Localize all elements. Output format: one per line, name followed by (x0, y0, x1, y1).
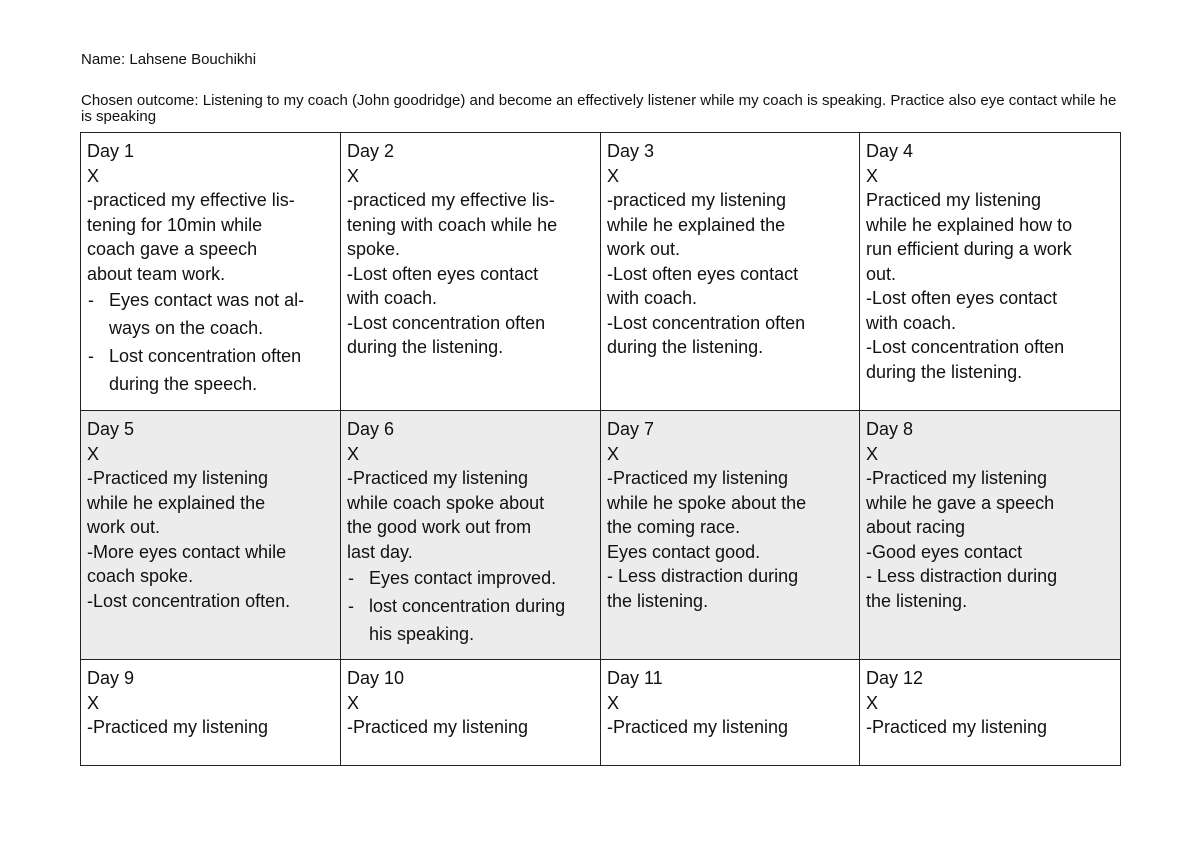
note-line: Practiced my listening (866, 190, 1042, 210)
note-line: with coach. (347, 288, 438, 308)
day-mark: X (87, 165, 100, 186)
note-line: the good work out from (347, 517, 532, 537)
note-line: -Lost concentration often. (87, 590, 291, 611)
note-line: -Practiced my listening (607, 717, 789, 737)
bullet-line: during the speech. (109, 374, 258, 394)
daily-log-table (80, 132, 1121, 766)
day-cell (860, 660, 1121, 766)
day-mark: X (607, 165, 620, 186)
student-name: Name: Lahsene Bouchikhi (81, 51, 257, 68)
note-line: -Practiced my listening (866, 468, 1048, 488)
note-line: the coming race. (607, 517, 741, 537)
note-line: -practiced my effective lis- (87, 190, 295, 210)
day-cell (601, 660, 860, 766)
note-line: while he gave a speech (866, 492, 1055, 513)
bullet-line: Eyes contact was not al- (109, 290, 305, 310)
note-line: during the listening. (607, 337, 764, 357)
day-cell (341, 133, 601, 411)
day-mark: X (87, 692, 100, 713)
day-mark: X (347, 692, 360, 713)
note-line: -Practiced my listening (607, 468, 789, 488)
day-title: Day 7 (607, 419, 655, 439)
day-cell (341, 411, 601, 660)
day-mark: X (347, 443, 360, 464)
bullet-item (347, 564, 594, 592)
note-line: -Lost concentration often (607, 312, 806, 333)
day-title: Day 5 (87, 419, 135, 439)
note-line: tening for 10min while (87, 214, 263, 235)
note-line: the listening. (866, 590, 968, 611)
bullet-dash: - (88, 346, 94, 366)
note-line: while he explained the (607, 214, 786, 235)
note-line: during the listening. (347, 337, 504, 357)
note-line: tening with coach while he (347, 214, 558, 235)
bullet-line: lost concentration during (369, 596, 566, 616)
table-row (81, 660, 1121, 766)
note-line: -Practiced my listening (866, 717, 1048, 737)
note-line: with coach. (607, 288, 698, 308)
day-title: Day 10 (347, 668, 405, 688)
chosen-outcome: Chosen outcome: Listening to my coach (John goodridge) and become an effectively listener while my coach is speaking. Practice also eye contact while he is speaking (81, 92, 1117, 125)
note-line: about racing (866, 517, 966, 537)
note-line: -Lost often eyes contact (607, 263, 799, 284)
day-mark: X (866, 692, 879, 713)
note-line: -practiced my effective lis- (347, 190, 555, 210)
bullet-dash: - (348, 596, 354, 616)
note-line: -Practiced my listening (347, 468, 529, 488)
note-line: about team work. (87, 263, 226, 284)
day-title: Day 11 (607, 668, 663, 688)
note-line: -Lost often eyes contact (866, 288, 1058, 308)
note-line: -Good eyes contact (866, 541, 1023, 562)
note-line: -Lost concentration often (866, 337, 1065, 357)
day-cell (860, 411, 1121, 660)
bullet-line: Eyes contact improved. (369, 568, 557, 588)
bullet-line: Lost concentration often (109, 346, 302, 366)
bullet-item (87, 342, 334, 398)
note-line: while coach spoke about (347, 492, 545, 513)
note-line: while he explained how to (866, 214, 1073, 235)
table-row (81, 411, 1121, 660)
day-mark: X (866, 443, 879, 464)
note-line: -Lost often eyes contact (347, 263, 539, 284)
note-line: with coach. (866, 312, 957, 333)
day-mark: X (607, 443, 620, 464)
note-line: -Practiced my listening (87, 717, 269, 737)
note-line: out. (866, 263, 897, 284)
note-line: work out. (87, 517, 161, 537)
note-line: last day. (347, 541, 413, 562)
day-title: Day 3 (607, 141, 655, 161)
day-mark: X (347, 165, 360, 186)
day-title: Day 12 (866, 668, 924, 688)
note-line: - Less distraction during (866, 566, 1058, 586)
note-line: spoke. (347, 239, 401, 259)
bullet-item (87, 286, 334, 342)
day-mark: X (87, 443, 100, 464)
note-line: -Practiced my listening (87, 468, 269, 488)
note-line: coach gave a speech (87, 239, 258, 259)
day-title: Day 9 (87, 668, 135, 688)
note-line: -practiced my listening (607, 190, 787, 210)
note-line: the listening. (607, 590, 709, 611)
day-cell (341, 660, 601, 766)
note-line: during the listening. (866, 361, 1023, 382)
bullet-line: ways on the coach. (109, 318, 264, 338)
day-cell (601, 411, 860, 660)
note-line: run efficient during a work (866, 239, 1072, 259)
day-mark: X (607, 692, 620, 713)
note-line: - Less distraction during (607, 566, 799, 586)
daily-log-body (81, 133, 1121, 766)
bullet-dash: - (88, 290, 94, 310)
bullet-line: his speaking. (369, 624, 475, 644)
bullet-item (347, 592, 594, 648)
day-cell (81, 411, 341, 660)
table-row (81, 133, 1121, 411)
day-mark: X (866, 165, 879, 186)
note-line: coach spoke. (87, 566, 194, 586)
note-line: -Practiced my listening (347, 717, 529, 737)
bullet-dash: - (348, 568, 354, 588)
note-line: while he explained the (87, 492, 266, 513)
day-cell (81, 133, 341, 411)
day-title: Day 4 (866, 141, 914, 161)
day-title: Day 6 (347, 419, 395, 439)
day-title: Day 2 (347, 141, 395, 161)
note-line: -Lost concentration often (347, 312, 546, 333)
day-title: Day 8 (866, 419, 914, 439)
note-line: Eyes contact good. (607, 541, 761, 562)
day-cell (601, 133, 860, 411)
day-cell (81, 660, 341, 766)
day-cell (860, 133, 1121, 411)
note-line: while he spoke about the (607, 492, 807, 513)
note-line: work out. (607, 239, 681, 259)
day-title: Day 1 (87, 141, 135, 161)
note-line: -More eyes contact while (87, 541, 287, 562)
